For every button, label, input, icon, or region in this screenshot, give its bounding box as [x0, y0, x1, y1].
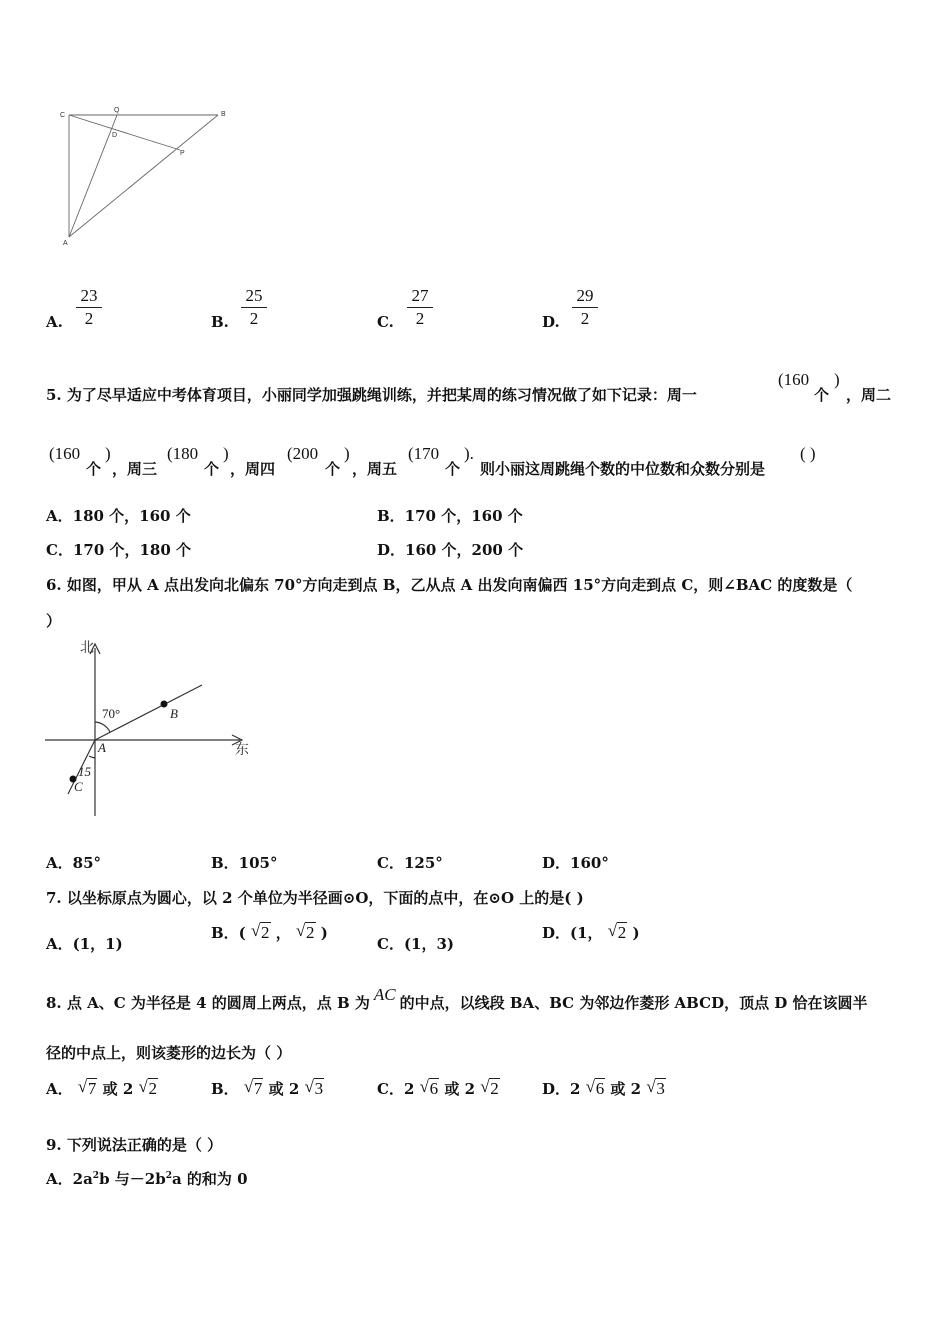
label-D: D	[112, 132, 118, 139]
q6-option-d[interactable]: D．160°	[542, 854, 609, 872]
q5-tue-close: )	[105, 444, 111, 463]
q7-text: 7. 以坐标原点为圆心，以 2 个单位为半径画⊙O，下面的点中，在⊙O 上的是( )	[46, 889, 584, 907]
q4-triangle-figure	[55, 100, 245, 250]
q5-thu-unit: 个	[325, 460, 341, 478]
q7-option-b[interactable]: B．( √ 2 ， √ 2 )	[211, 921, 328, 942]
q5-mon-unit: 个	[814, 386, 830, 404]
q4-option-d-fraction: 29 2	[572, 286, 598, 329]
label-Q: Q	[114, 107, 120, 114]
q4-option-a-label[interactable]: A.	[46, 313, 63, 331]
q8-option-c[interactable]: C．2 √ 6 或 2 √ 2	[377, 1077, 499, 1098]
angle-15-label: 15	[78, 764, 91, 779]
q5-wed-value: (180	[167, 444, 199, 463]
q5-thu-value: (200	[287, 444, 319, 463]
q5-fri-unit: 个	[445, 460, 461, 478]
q4-option-c-label[interactable]: C.	[377, 313, 394, 331]
q5-answer-paren: ( )	[800, 444, 816, 463]
point-b	[161, 701, 168, 708]
q5-line1: 5. 为了尽早适应中考体育项目，小丽同学加强跳绳训练，并把某周的练习情况做了如下记录：周一	[46, 386, 697, 404]
q7-sqrt2-second: √ 2	[296, 921, 315, 942]
q6-option-a[interactable]: A．85°	[46, 854, 102, 872]
q5-option-c[interactable]: C．170 个，180 个	[46, 541, 192, 559]
q8-option-a[interactable]: A． √ 7 或 2 √ 2	[46, 1077, 158, 1098]
q5-option-d[interactable]: D．160 个，200 个	[377, 541, 524, 559]
q5-fri-value: (170	[408, 444, 440, 463]
q5-thu-label: ，周四	[230, 460, 276, 478]
q5-wed-label: ，周三	[112, 460, 158, 478]
q5-mon-close: )	[834, 370, 840, 389]
north-label: 北	[80, 640, 94, 656]
q4-option-b-fraction: 25 2	[241, 286, 267, 329]
point-c-label: C	[74, 779, 83, 794]
q7-option-c[interactable]: C．(1，3)	[377, 935, 455, 953]
q6-direction-figure	[40, 636, 260, 826]
q5-wed-close: )	[223, 444, 229, 463]
label-P: P	[180, 150, 185, 157]
q8-line2: 径的中点上，则该菱形的边长为（ ）	[46, 1044, 292, 1062]
q5-thu-close: )	[344, 444, 350, 463]
label-A: A	[63, 240, 68, 247]
q4-option-a-fraction: 23 2	[76, 286, 102, 329]
q6-line1: 6. 如图，甲从 A 点出发向北偏东 70°方向走到点 B，乙从点 A 出发向南偏西 15°方向走到点 C，则∠BAC 的度数是（	[46, 576, 853, 594]
q4-option-d-label[interactable]: D.	[542, 313, 560, 331]
arc-ac: AC	[373, 985, 396, 1004]
q4-option-b-label[interactable]: B.	[211, 313, 229, 331]
q5-tue-unit: 个	[86, 460, 102, 478]
point-a-label: A	[98, 740, 106, 755]
east-label: 东	[235, 742, 249, 758]
q9-option-a[interactable]: A．$2a^2b$ 与$-2b^2a$ 的和为 0	[46, 1170, 248, 1188]
q8-option-d[interactable]: D．2 √ 6 或 2 √ 3	[542, 1077, 665, 1098]
point-b-label: B	[170, 706, 178, 721]
q7-option-d[interactable]: D．(1， √ 2 )	[542, 921, 640, 942]
q5-mon-value: (160	[778, 370, 810, 389]
q5-tue-value: (160	[49, 444, 81, 463]
label-C: C	[60, 112, 66, 119]
q7-sqrt2-first: √ 2	[251, 921, 270, 942]
q5-option-b[interactable]: B．170 个，160 个	[377, 507, 523, 525]
q6-option-b[interactable]: B．105°	[211, 854, 278, 872]
q5-fri-close: ).	[464, 444, 474, 463]
q8-line1: 8. 点 A、C 为半径是 4 的圆周上两点，点 B 为 AC 的中点，以线段 BA、BC 为邻边作菱形 ABCD，顶点 D 恰在该圆半	[46, 985, 868, 1012]
q8-option-b[interactable]: B． √ 7 或 2 √ 3	[211, 1077, 324, 1098]
q5-wed-unit: 个	[204, 460, 220, 478]
q5-tail: 则小丽这周跳绳个数的中位数和众数分别是	[480, 460, 766, 478]
q7-sqrt2-d: √ 2	[607, 921, 627, 942]
q7-option-a[interactable]: A．(1，1)	[46, 935, 123, 953]
angle-70-label: 70°	[102, 706, 121, 721]
q5-option-a[interactable]: A．180 个，160 个	[46, 507, 191, 525]
q5-fri-label: ，周五	[352, 460, 398, 478]
q6-option-c[interactable]: C．125°	[377, 854, 443, 872]
q4-option-c-fraction: 27 2	[407, 286, 433, 329]
q6-line2: ）	[46, 612, 62, 630]
q5-tue-label: ，周二	[846, 386, 892, 404]
q9-text: 9. 下列说法正确的是（ ）	[46, 1136, 223, 1154]
label-B: B	[221, 111, 226, 118]
